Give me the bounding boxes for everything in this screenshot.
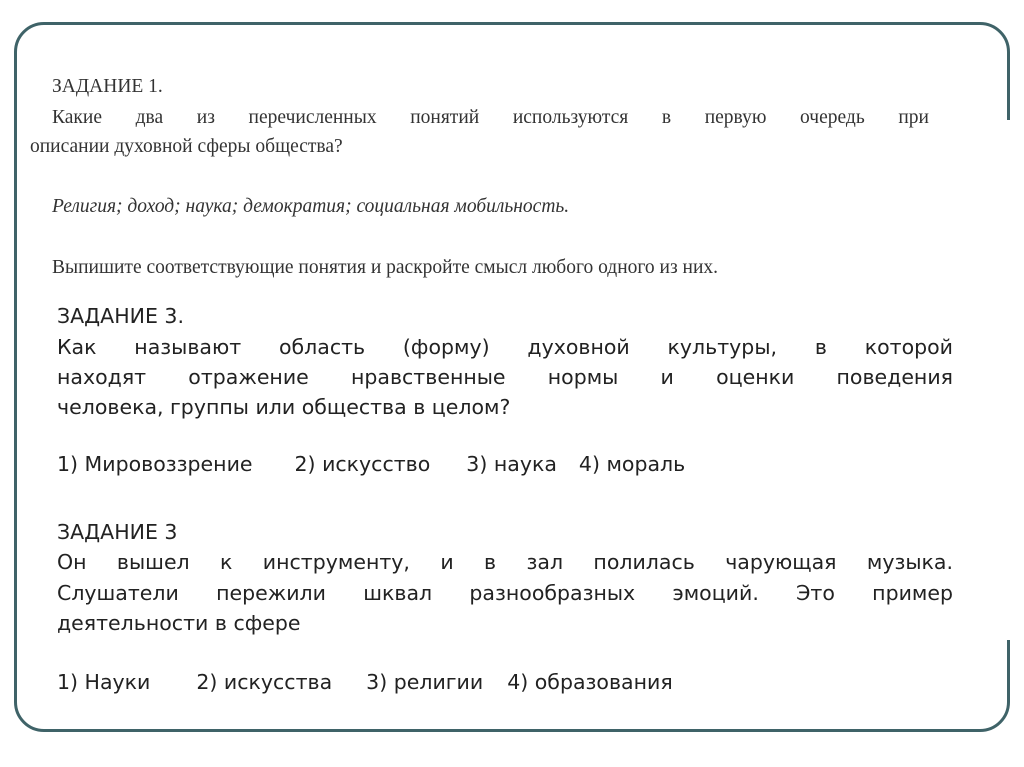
- task3b-option-4: 4) образования: [507, 670, 673, 694]
- task3b-option-3: 3) религии: [366, 670, 484, 694]
- task3a-option-4: 4) мораль: [578, 452, 686, 476]
- task1-terms: Религия; доход; наука; демократия; социальная мобильность.: [52, 196, 570, 217]
- task1-title: ЗАДАНИЕ 1.: [52, 76, 163, 97]
- task3a-line2: находят отражение нравственные нормы и оценки поведения: [57, 365, 953, 389]
- task3b-option-2: 2) искусства: [196, 670, 333, 694]
- task1-question-line1: Какие два из перечисленных понятий используются в первую очередь при: [52, 107, 929, 128]
- task3a-title: ЗАДАНИЕ 3.: [57, 304, 184, 328]
- task3a-option-2: 2) искусство: [294, 452, 431, 476]
- task3b-title: ЗАДАНИЕ 3: [57, 520, 178, 544]
- task3b-options: [57, 670, 673, 694]
- task3b-line3: деятельности в сфере: [57, 611, 301, 635]
- task3a-option-3: 3) наука: [466, 452, 557, 476]
- task1-instruction: Выпишите соответствующие понятия и раскройте смысл любого одного из них.: [52, 257, 719, 278]
- task3b-line1: Он вышел к инструменту, и в зал полилась чарующая музыка.: [57, 550, 953, 574]
- task3a-option-1: 1) Мировоззрение: [57, 452, 253, 476]
- frame-gap: [1006, 120, 1016, 640]
- task3a-line1: Как называют область (форму) духовной культуры, в которой: [57, 335, 953, 359]
- task3a-line3: человека, группы или общества в целом?: [57, 395, 511, 419]
- task1-question-line2: описании духовной сферы общества?: [30, 136, 343, 157]
- task3b-option-1: 1) Науки: [57, 670, 151, 694]
- task3a-options: [57, 452, 685, 476]
- task3b-line2: Слушатели пережили шквал разнообразных эмоций. Это пример: [57, 581, 953, 605]
